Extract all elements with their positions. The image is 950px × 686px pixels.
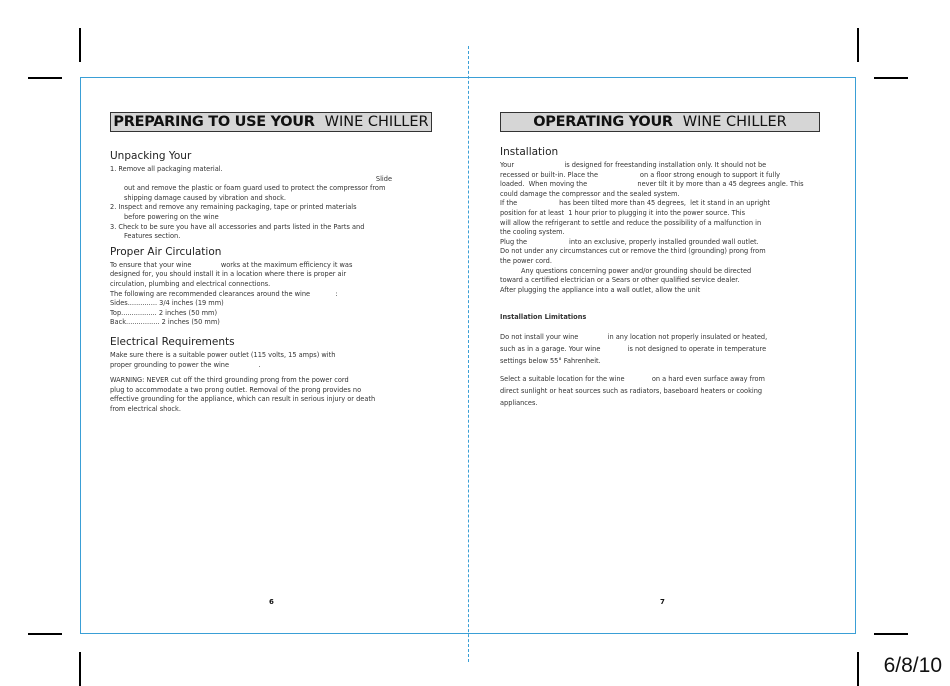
air-line: To ensure that your wine works at the maximum efficiency it was bbox=[110, 260, 353, 269]
unpacking-heading: Unpacking Your bbox=[110, 150, 192, 162]
air-line: circulation, plumbing and electrical connections. bbox=[110, 279, 271, 288]
unpacking-item-3a: 3. Check to be sure you have all accessories and parts listed in the Parts and bbox=[110, 222, 365, 231]
unpacking-item-1: 1. Remove all packaging material. bbox=[110, 165, 223, 173]
unpacking-item-1b: out and remove the plastic or foam guard used to protect the compressor from bbox=[124, 184, 386, 193]
installation-line: the power cord. bbox=[500, 256, 552, 265]
left-page-number: 6 bbox=[269, 598, 274, 606]
crop-mark bbox=[28, 77, 62, 79]
limitations-line: Do not install your wine in any location not properly insulated or heated, bbox=[500, 332, 768, 341]
unpacking-slide: Slide bbox=[375, 174, 392, 183]
clearance-back: Back................ 2 inches (50 mm) bbox=[110, 318, 220, 327]
right-page bbox=[500, 112, 820, 409]
unpacking-item-2b: before powering on the wine bbox=[124, 212, 219, 221]
right-banner bbox=[500, 112, 820, 132]
crop-mark bbox=[874, 77, 908, 79]
limitations-paragraph-1 bbox=[500, 331, 820, 367]
warning-line: effective grounding for the appliance, which can result in serious injury or death bbox=[110, 395, 376, 404]
limitations-line: Select a suitable location for the wine on a hard even surface away from bbox=[500, 374, 765, 383]
limitations-paragraph-2 bbox=[500, 373, 820, 409]
limitations-line: such as in a garage. Your wine is not designed to operate in temperature bbox=[500, 344, 767, 353]
limitations-line: appliances. bbox=[500, 398, 538, 407]
installation-line: Plug the into an exclusive, properly installed grounded wall outlet. bbox=[500, 237, 759, 246]
crop-mark bbox=[874, 633, 908, 635]
air-line: The following are recommended clearances around the wine : bbox=[110, 289, 338, 298]
installation-line: After plugging the appliance into a wall outlet, allow the unit bbox=[500, 285, 701, 294]
crop-mark bbox=[857, 28, 859, 62]
installation-line: recessed or built-in. Place the on a floor strong enough to support it fully bbox=[500, 170, 781, 179]
limitations-line: direct sunlight or heat sources such as radiators, baseboard heaters or cooking bbox=[500, 386, 763, 395]
crop-mark bbox=[79, 652, 81, 686]
installation-heading: Installation bbox=[500, 146, 559, 158]
installation-line: the cooling system. bbox=[500, 228, 565, 237]
left-banner-product: WINE CHILLER bbox=[324, 114, 429, 130]
unpacking-item-3b: Features section. bbox=[124, 232, 181, 241]
installation-line: Do not under any circumstances cut or remove the third (grounding) prong from bbox=[500, 247, 766, 256]
crop-mark bbox=[79, 28, 81, 62]
clearance-top: Top................. 2 inches (50 mm) bbox=[110, 308, 218, 317]
right-page-number: 7 bbox=[660, 598, 665, 606]
right-banner-product: WINE CHILLER bbox=[682, 114, 787, 130]
electrical-heading: Electrical Requirements bbox=[110, 335, 235, 348]
fold-line bbox=[468, 46, 469, 662]
installation-line: will allow the refrigerant to settle and reduce the possibility of a malfunction in bbox=[500, 218, 762, 227]
installation-line: toward a certified electrician or a Sears or other qualified service dealer. bbox=[500, 276, 740, 285]
installation-line: Any questions concerning power and/or grounding should be directed bbox=[500, 266, 752, 275]
date-stamp: 6/8/10 bbox=[883, 654, 942, 677]
left-banner-title: PREPARING TO USE YOUR bbox=[113, 114, 315, 130]
installation-text bbox=[500, 161, 820, 295]
installation-line: could damage the compressor and the sealed system. bbox=[500, 189, 680, 198]
crop-mark bbox=[28, 633, 62, 635]
installation-line: loaded. When moving the never tilt it by more than a 45 degrees angle. This bbox=[500, 180, 804, 189]
warning-line: WARNING: NEVER cut off the third grounding prong from the power cord bbox=[110, 376, 349, 385]
unpacking-item-2a: 2. Inspect and remove any remaining packaging, tape or printed materials bbox=[110, 203, 357, 212]
air-heading: Proper Air Circulation bbox=[110, 245, 222, 258]
left-page bbox=[110, 112, 432, 414]
air-line: designed for, you should install it in a location where there is proper air bbox=[110, 270, 347, 279]
electrical-line: proper grounding to power the wine . bbox=[110, 360, 261, 369]
warning-line: from electrical shock. bbox=[110, 404, 181, 413]
left-banner bbox=[110, 112, 432, 132]
installation-line: If the has been tilted more than 45 degrees, let it stand in an upright bbox=[500, 199, 771, 208]
clearance-sides: Sides.............. 3/4 inches (19 mm) bbox=[110, 299, 224, 308]
warning-line: plug to accommodate a two prong outlet. Removal of the prong provides no bbox=[110, 385, 362, 394]
electrical-line: Make sure there is a suitable power outlet (115 volts, 15 amps) with bbox=[110, 350, 336, 359]
installation-line: Your is designed for freestanding installation only. It should not be bbox=[500, 161, 767, 169]
installation-line: position for at least 1 hour prior to plugging it into the power source. This bbox=[500, 208, 746, 217]
unpacking-item-1c: shipping damage caused by vibration and shock. bbox=[124, 193, 287, 202]
limitations-line: settings below 55° Fahrenheit. bbox=[500, 356, 601, 365]
right-banner-title: OPERATING YOUR bbox=[533, 114, 673, 130]
crop-mark bbox=[857, 652, 859, 686]
limitations-heading: Installation Limitations bbox=[500, 313, 587, 322]
